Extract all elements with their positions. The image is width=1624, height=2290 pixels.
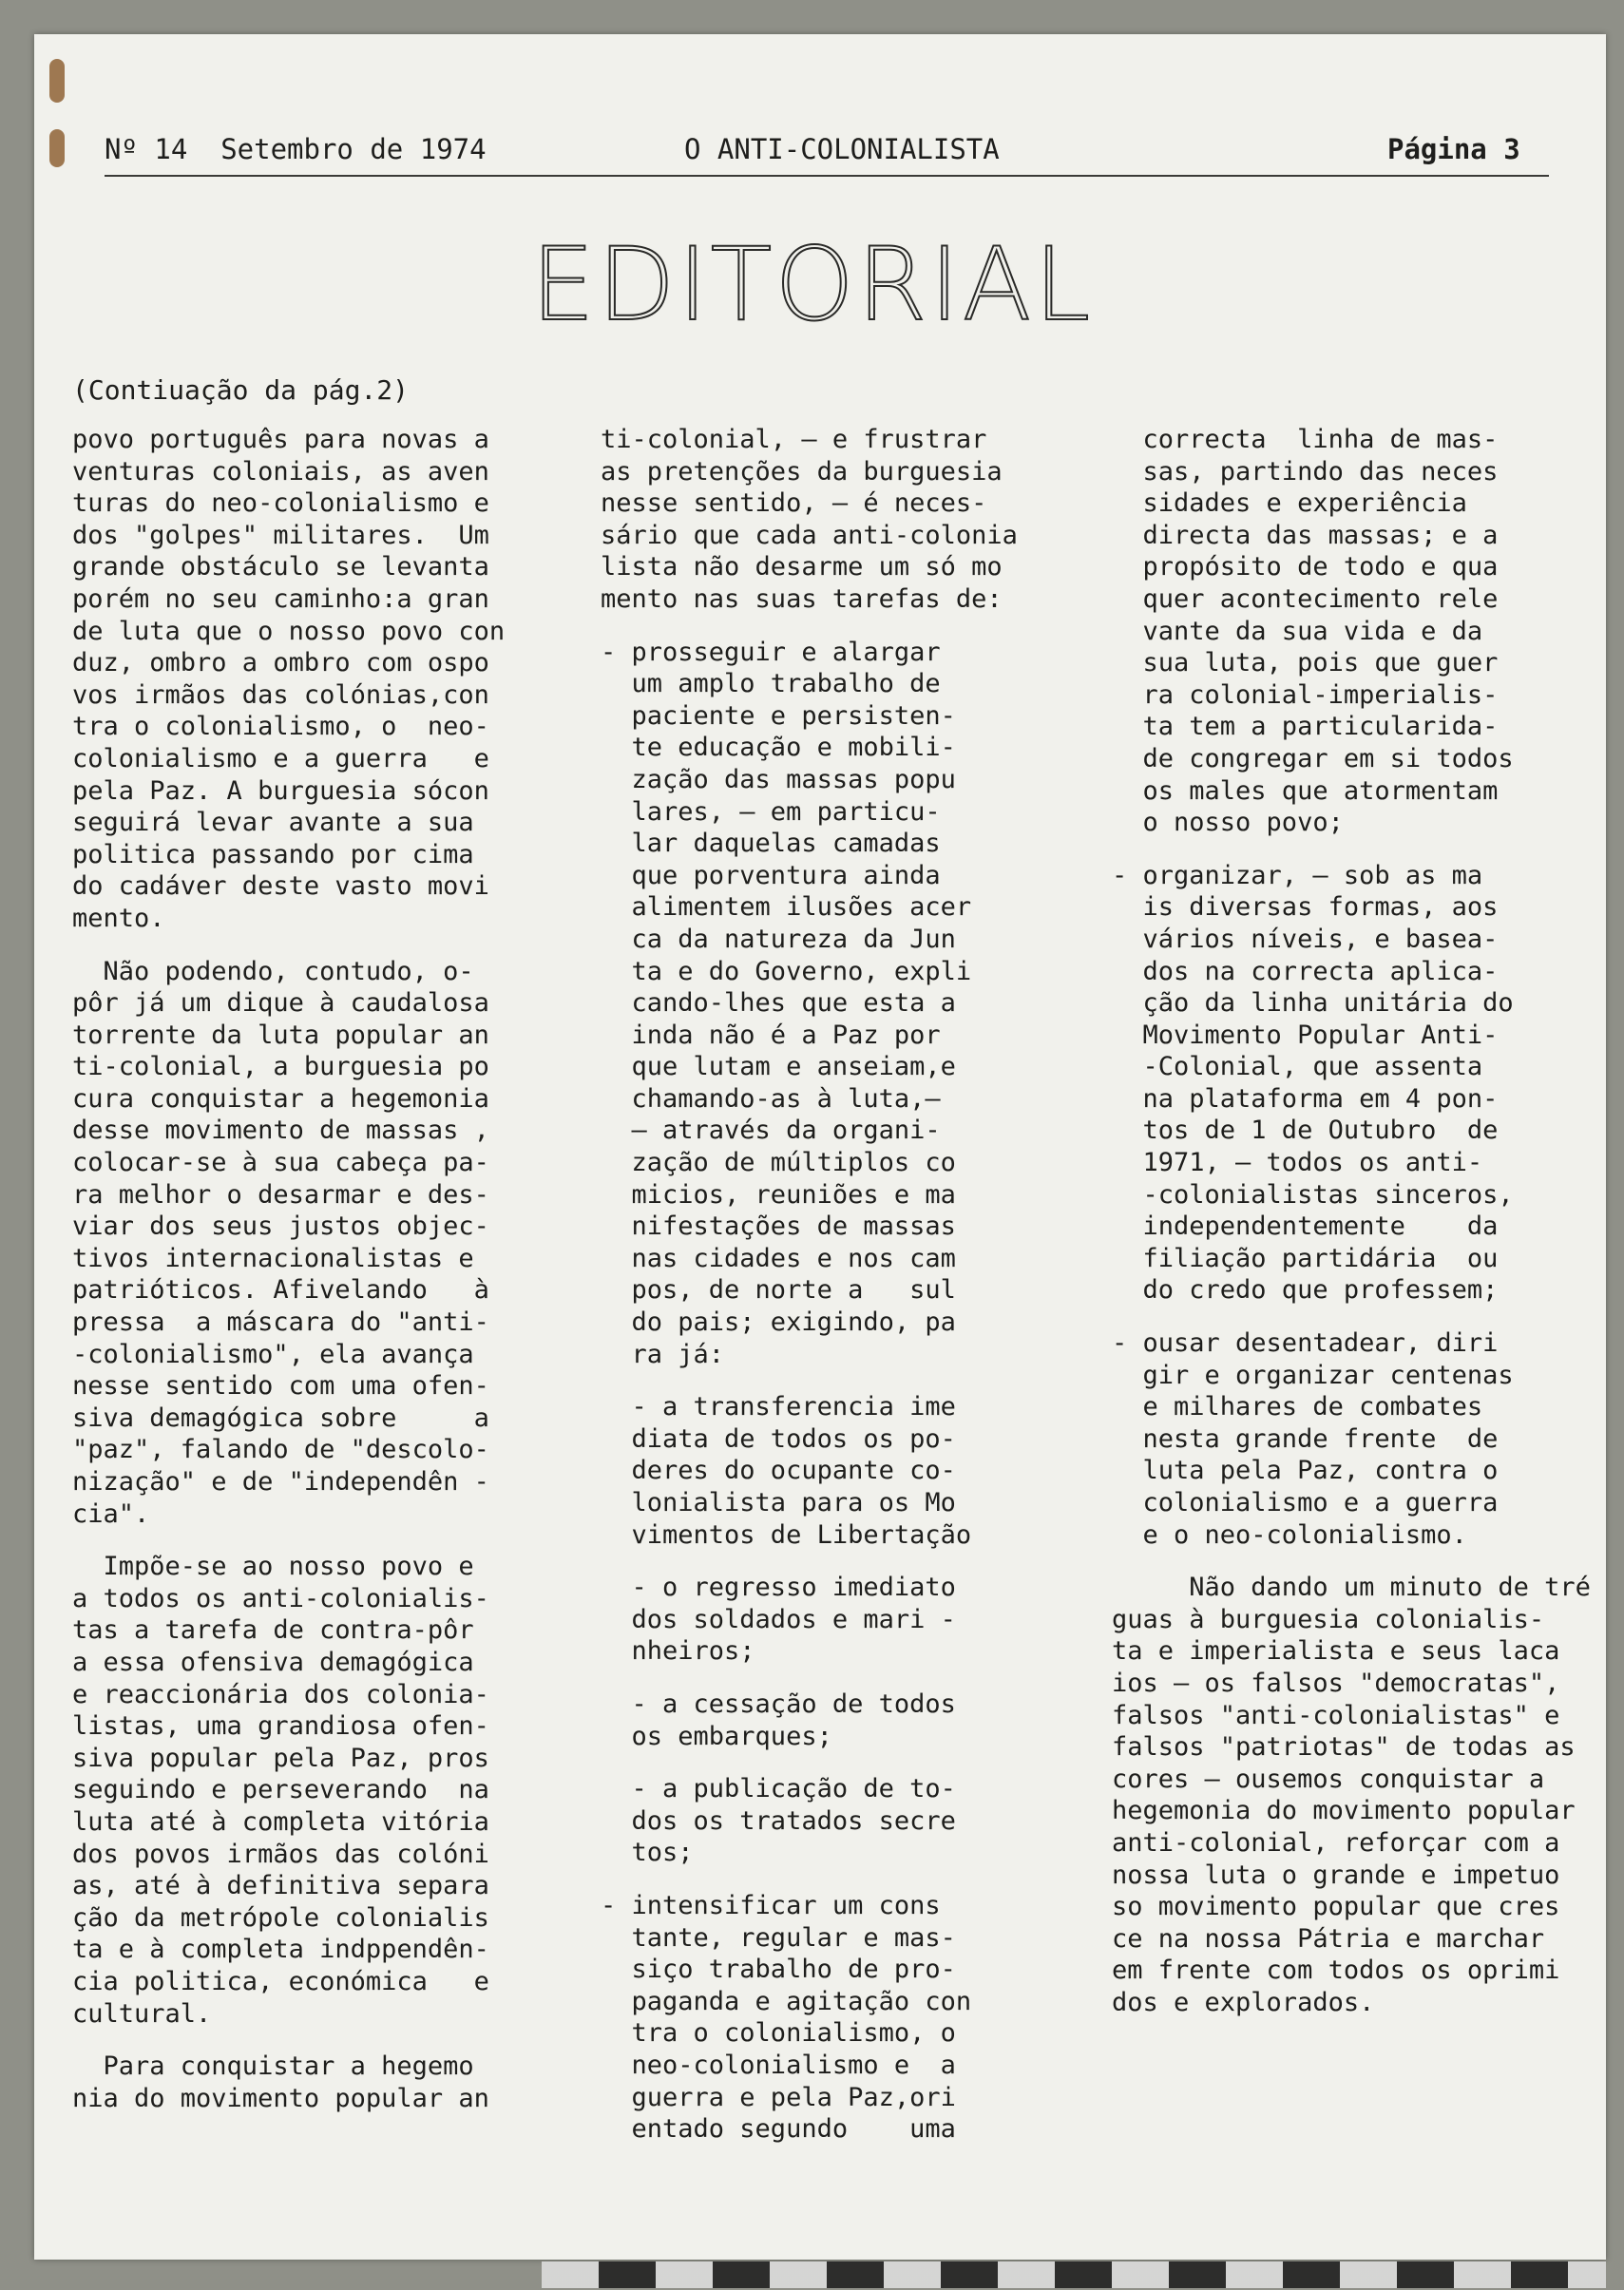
paragraph: [72, 956, 566, 1531]
text-line: dos na correcta aplica-: [1112, 956, 1499, 986]
text-line: guas à burguesia colonialis-: [1112, 1604, 1545, 1634]
text-line: desse movimento de massas ,: [72, 1116, 489, 1146]
text-line: independentemente da: [1112, 1212, 1499, 1242]
paragraph: [601, 1890, 1095, 2146]
text-line: seguirá levar avante a sua: [72, 808, 474, 838]
staple-mark: [49, 129, 65, 167]
text-line: que lutam e anseiam,e: [601, 1052, 956, 1082]
text-line: filiação partidária ou: [1112, 1243, 1499, 1273]
paragraph: [1112, 860, 1606, 1307]
text-line: cura conquistar a hegemonia: [72, 1083, 489, 1114]
text-line: nia do movimento popular an: [72, 2083, 489, 2113]
text-line: dos e explorados.: [1112, 1987, 1375, 2017]
text-line: turas do neo-colonialismo e: [72, 488, 489, 519]
text-line: grande obstáculo se levanta: [72, 552, 489, 582]
text-line: -Colonial, que assenta: [1112, 1052, 1483, 1082]
text-line: tos;: [601, 1838, 694, 1868]
text-line: tra o colonialismo, o neo-: [72, 712, 489, 742]
text-line: paciente e persisten-: [601, 700, 956, 731]
paragraph: [601, 1689, 1095, 1752]
text-line: de congregar em si todos: [1112, 743, 1514, 773]
text-line: correcta linha de mas-: [1112, 425, 1499, 454]
text-line: mento.: [72, 903, 165, 933]
text-line: Não dando um minuto de tré: [1112, 1573, 1591, 1603]
text-line: -colonialistas sinceros,: [1112, 1179, 1514, 1210]
text-line: vimentos de Libertação: [601, 1519, 972, 1550]
text-line: nesse sentido, — é neces-: [601, 488, 987, 519]
text-line: patrióticos. Afivelando à: [72, 1275, 489, 1306]
text-line: entado segundo uma: [601, 2114, 956, 2145]
page-header: [67, 133, 1549, 181]
text-column-1: [72, 424, 566, 2135]
continuation-note: (Contiuação da pág.2): [72, 374, 410, 406]
text-line: colocar-se à sua cabeça pa-: [72, 1148, 489, 1178]
text-line: ta e do Governo, expli: [601, 956, 972, 986]
text-line: tivos internacionalistas e: [72, 1243, 474, 1273]
text-line: quer acontecimento rele: [1112, 583, 1499, 614]
text-line: ti-colonial, — e frustrar: [601, 425, 987, 454]
text-line: inda não é a Paz por: [601, 1020, 941, 1050]
text-line: ção da linha unitária do: [1112, 988, 1514, 1019]
text-line: ra melhor o desarmar e des-: [72, 1179, 489, 1210]
editorial-heading: EDITORIAL: [530, 226, 1094, 343]
text-line: lista não desarme um só mo: [601, 552, 1003, 582]
text-line: — através da organi-: [601, 1116, 941, 1146]
text-line: chamando-as à luta,—: [601, 1083, 941, 1114]
issue-date: Nº 14 Setembro de 1974: [105, 133, 487, 165]
text-line: lonialista para os Mo: [601, 1488, 956, 1517]
text-line: neo-colonialismo e a: [601, 2050, 956, 2080]
text-line: tante, regular e mas-: [601, 1922, 956, 1953]
text-line: sidades e experiência: [1112, 488, 1467, 519]
text-line: - a transferencia ime: [601, 1392, 956, 1422]
text-line: nas cidades e nos cam: [601, 1243, 956, 1273]
text-line: pos, de norte a sul: [601, 1275, 956, 1306]
text-line: deres do ocupante co-: [601, 1456, 956, 1486]
text-line: - intensificar um cons: [601, 1890, 941, 1920]
text-line: ção da metrópole colonialis: [72, 1902, 489, 1933]
text-line: o nosso povo;: [1112, 808, 1344, 838]
text-line: alimentem ilusões acer: [601, 892, 972, 923]
text-line: "paz", falando de "descolo-: [72, 1435, 489, 1465]
text-line: pôr já um dique à caudalosa: [72, 988, 489, 1019]
text-line: ti-colonial, a burguesia po: [72, 1052, 489, 1082]
paragraph: [1112, 1327, 1606, 1551]
text-line: gir e organizar centenas: [1112, 1360, 1514, 1390]
text-line: cando-lhes que esta a: [601, 988, 956, 1019]
text-line: duz, ombro a ombro com ospo: [72, 648, 489, 678]
text-line: porém no seu caminho:a gran: [72, 583, 489, 614]
text-line: 1971, — todos os anti-: [1112, 1148, 1483, 1178]
text-line: cia politica, económica e: [72, 1966, 489, 1996]
text-line: nização" e de "independên -: [72, 1467, 489, 1497]
text-line: vários níveis, e basea-: [1112, 924, 1499, 954]
text-line: ra colonial-imperialis-: [1112, 679, 1499, 710]
text-line: e milhares de combates: [1112, 1392, 1483, 1422]
text-line: em frente com todos os oprimi: [1112, 1956, 1560, 1986]
text-line: pressa a máscara do "anti-: [72, 1307, 489, 1338]
paragraph: [601, 424, 1095, 616]
text-line: as pretenções da burguesia: [601, 456, 1003, 487]
text-line: tra o colonialismo, o: [601, 2018, 956, 2049]
text-line: ta tem a particularida-: [1112, 712, 1499, 742]
paragraph: [1112, 424, 1606, 839]
text-line: ios — os falsos "democratas",: [1112, 1668, 1560, 1698]
publication-title: O ANTI-COLONIALISTA: [684, 133, 1000, 165]
text-line: - organizar, — sob as ma: [1112, 860, 1483, 890]
text-line: listas, uma grandiosa ofen-: [72, 1711, 489, 1742]
text-line: Não podendo, contudo, o-: [72, 956, 474, 986]
text-line: que porventura ainda: [601, 860, 941, 890]
text-line: pela Paz. A burguesia sócon: [72, 775, 489, 806]
staple-mark: [49, 59, 65, 103]
text-line: venturas coloniais, as aven: [72, 456, 489, 487]
text-line: e reaccionária dos colonia-: [72, 1679, 489, 1709]
text-line: torrente da luta popular an: [72, 1020, 489, 1050]
text-line: - o regresso imediato: [601, 1573, 956, 1603]
text-line: nifestações de massas: [601, 1212, 956, 1242]
text-column-3: [1112, 424, 1606, 2040]
text-line: Movimento Popular Anti-: [1112, 1020, 1499, 1050]
text-line: do credo que professem;: [1112, 1275, 1499, 1306]
text-line: -colonialismo", ela avança: [72, 1339, 474, 1369]
text-line: ca da natureza da Jun: [601, 924, 956, 954]
text-line: dos soldados e mari -: [601, 1604, 956, 1634]
text-line: cia".: [72, 1498, 150, 1529]
text-line: nossa luta o grande e impetuo: [1112, 1860, 1560, 1890]
text-line: vos irmãos das colónias,con: [72, 679, 489, 710]
paragraph: [72, 1551, 566, 2030]
text-line: a todos os anti-colonialis-: [72, 1583, 489, 1613]
text-line: anti-colonial, reforçar com a: [1112, 1827, 1560, 1858]
text-line: siva demagógica sobre a: [72, 1403, 489, 1433]
paragraph: [601, 637, 1095, 1371]
text-line: vante da sua vida e da: [1112, 616, 1483, 646]
text-line: colonialismo e a guerra: [1112, 1488, 1499, 1517]
text-line: os embarques;: [601, 1721, 832, 1751]
text-line: nheiros;: [601, 1636, 755, 1667]
text-line: - a publicação de to-: [601, 1774, 956, 1804]
text-line: lar daquelas camadas: [601, 829, 941, 859]
text-line: - prosseguir e alargar: [601, 637, 941, 667]
text-line: cultural.: [72, 1998, 212, 2029]
text-line: siço trabalho de pro-: [601, 1955, 956, 1985]
text-line: sas, partindo das neces: [1112, 456, 1499, 487]
text-line: hegemonia do movimento popular: [1112, 1796, 1576, 1826]
text-line: politica passando por cima: [72, 839, 474, 869]
text-line: is diversas formas, aos: [1112, 892, 1499, 923]
page-number: Página 3: [1387, 133, 1520, 165]
text-line: seguindo e perseverando na: [72, 1775, 489, 1805]
text-line: do pais; exigindo, pa: [601, 1307, 956, 1338]
text-line: as, até à definitiva separa: [72, 1871, 489, 1901]
paragraph: [601, 1773, 1095, 1869]
text-line: na plataforma em 4 pon-: [1112, 1083, 1499, 1114]
text-line: do cadáver deste vasto movi: [72, 871, 489, 902]
text-line: e o neo-colonialismo.: [1112, 1519, 1467, 1550]
scan-color-ruler: [542, 2261, 1606, 2288]
text-line: mento nas suas tarefas de:: [601, 583, 1003, 614]
text-line: de luta que o nosso povo con: [72, 616, 506, 646]
text-line: - ousar desentadear, diri: [1112, 1328, 1499, 1359]
text-line: lares, — em particu-: [601, 796, 941, 827]
text-line: ta e imperialista e seus laca: [1112, 1636, 1560, 1667]
text-line: zação de múltiplos co: [601, 1148, 956, 1178]
text-line: luta pela Paz, contra o: [1112, 1456, 1499, 1486]
text-line: a essa ofensiva demagógica: [72, 1647, 474, 1677]
text-line: povo português para novas a: [72, 425, 489, 454]
text-line: ta e à completa indppendên-: [72, 1935, 489, 1965]
text-line: so movimento popular que cres: [1112, 1892, 1560, 1922]
text-line: sário que cada anti-colonia: [601, 520, 1018, 550]
header-rule: [105, 175, 1549, 177]
text-line: um amplo trabalho de: [601, 669, 941, 699]
text-line: zação das massas popu: [601, 764, 956, 794]
text-line: directa das massas; e a: [1112, 520, 1499, 550]
text-line: nesse sentido com uma ofen-: [72, 1371, 489, 1402]
text-line: tas a tarefa de contra-pôr: [72, 1615, 474, 1646]
text-line: propósito de todo e qua: [1112, 552, 1499, 582]
text-line: falsos "patriotas" de todas as: [1112, 1732, 1576, 1763]
paragraph: [72, 2051, 566, 2114]
text-line: viar dos seus justos objec-: [72, 1212, 489, 1242]
text-line: - a cessação de todos: [601, 1689, 956, 1719]
text-line: ra já:: [601, 1339, 725, 1369]
paragraph: [1112, 1572, 1606, 2018]
text-line: falsos "anti-colonialistas" e: [1112, 1700, 1560, 1730]
text-line: ce na nossa Pátria e marchar: [1112, 1923, 1545, 1954]
text-line: micios, reuniões e ma: [601, 1179, 956, 1210]
paragraph: [72, 424, 566, 935]
text-line: guerra e pela Paz,ori: [601, 2082, 956, 2112]
text-line: diata de todos os po-: [601, 1423, 956, 1454]
text-line: te educação e mobili-: [601, 733, 956, 763]
text-line: Impõe-se ao nosso povo e: [72, 1552, 474, 1582]
text-line: dos os tratados secre: [601, 1805, 956, 1836]
text-line: sua luta, pois que guer: [1112, 648, 1499, 678]
paragraph: [601, 1572, 1095, 1668]
text-line: siva popular pela Paz, pros: [72, 1743, 489, 1773]
text-line: Para conquistar a hegemo: [72, 2051, 474, 2082]
text-line: luta até à completa vitória: [72, 1806, 489, 1837]
text-line: dos "golpes" militares. Um: [72, 520, 489, 550]
text-line: colonialismo e a guerra e: [72, 743, 489, 773]
text-line: nesta grande frente de: [1112, 1423, 1499, 1454]
text-line: cores — ousemos conquistar a: [1112, 1764, 1545, 1794]
paragraph: [601, 1391, 1095, 1551]
text-line: tos de 1 de Outubro de: [1112, 1116, 1499, 1146]
text-line: os males que atormentam: [1112, 775, 1499, 806]
text-line: paganda e agitação con: [601, 1986, 972, 2016]
text-column-2: [601, 424, 1095, 2166]
text-line: dos povos irmãos das colóni: [72, 1839, 489, 1869]
